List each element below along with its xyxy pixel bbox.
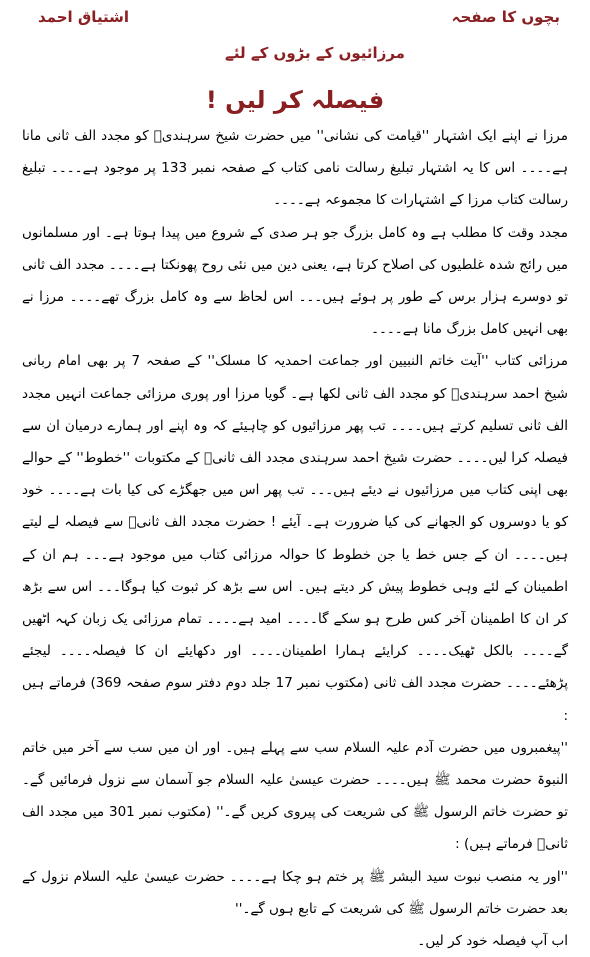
paragraph-1: مرزا نے اپنے ایک اشتہار ''قیامت کی نشانی'' میں حضرت شیخ سرہندیؒ کو مجدد الف ثانی مانا ہے۔۔۔۔ اس کا یہ اشتہار تبلیغ رسالت نامی کتاب کے صفحہ نمبر 133 پر موجود ہے۔۔۔۔ تبلیغ رسالت کتاب مرزا کے اشتہارات کا مجموعہ ہے۔۔۔۔	[22, 128, 568, 209]
article-subtitle: مرزائیوں کے بڑوں کے لئے	[225, 44, 405, 62]
article-title: فیصلہ کر لیں !	[205, 86, 385, 114]
paragraph-5: ''اور یہ منصب نبوت سید البشر ﷺ پر ختم ہو چکا ہے۔۔۔۔ حضرت عیسیٰ علیہ السلام نزول کے بعد حضرت خاتم الرسول ﷺ کی شریعت کے تابع ہوں گے۔''	[22, 868, 568, 917]
section-name: بچوں کا صفحہ	[451, 8, 560, 26]
paragraph-3: مرزائی کتاب ''آیت خاتم النبیین اور جماعت احمدیہ کا مسلک'' کے صفحہ 7 پر بھی امام ربانی شیخ احمد سرہندیؒ کو مجدد الف ثانی لکھا ہے۔ گویا مرزا اور پوری مرزائی جماعت انہیں مجدد الف ثانی تسلیم کرتے ہیں۔۔۔۔ تب پھر مرزائیوں کو چاہیئے کہ وہ اپنے اور ہمارے درمیان ان سے فیصلہ کرا لیں۔۔۔۔ حضرت شیخ احمد سرہندی مجدد الف ثانیؒ کے مکتوبات ''خطوط'' کے حوالے بھی اپنی کتاب میں مرزائیوں نے دیئے ہیں۔۔۔ تب پھر اس میں جھگڑے کی کیا بات ہے۔۔۔۔ خود کو یا دوسروں کو الجھانے کی کیا ضرورت ہے۔ آیئے ! حضرت مجدد الف ثانیؒ سے فیصلہ لے لیتے ہیں۔۔۔۔ ان کے جس خط یا جن خطوط کا حوالہ مرزائی کتاب میں موجود ہے۔۔۔ ہم ان کے اطمینان کے لئے وہی خطوط پیش کر دیتے ہیں۔ اس سے بڑھ کر ثبوت کیا ہوگا۔۔۔ اس سے بڑھ کر ان کا اطمینان آخر کس طرح ہو سکے گا۔۔۔۔ امید ہے۔۔۔۔ تمام مرزائی یک زبان کہہ اٹھیں گے۔۔۔۔ بالکل ٹھیک۔۔۔۔ کرایئے ہمارا اطمینان۔۔۔۔ اور دکھایئے ان کا فیصلہ۔۔۔۔ لیجئے پڑھئے۔۔۔۔ حضرت مجدد الف ثانی (مکتوب نمبر 17 جلد دوم دفتر سوم صفحہ 369) فرماتے ہیں :	[22, 353, 568, 724]
closing-line: اب آپ فیصلہ خود کر لیں۔	[417, 933, 568, 950]
article-body	[22, 120, 568, 957]
author-name: اشتیاق احمد	[38, 8, 130, 26]
paragraph-2: مجدد وقت کا مطلب ہے وہ کامل بزرگ جو ہر صدی کے شروع میں پیدا ہوتا ہے۔ اور مسلمانوں میں رائج شدہ غلطیوں کی اصلاح کرتا ہے، یعنی دین میں نئی روح پھونکتا ہے۔۔۔۔ مجدد الف ثانی تو دوسرے ہزار برس کے طور پر ہوئے ہیں۔۔۔ اس لحاظ سے وہ کامل بزرگ تھے۔۔۔۔ مرزا نے بھی انہیں کامل بزرگ مانا ہے۔۔۔۔	[22, 224, 568, 338]
paragraph-4: ''پیغمبروں میں حضرت آدم علیہ السلام سب سے پہلے ہیں۔ اور ان میں سب سے آخر میں خاتم النبوۃ حضرت محمد ﷺ ہیں۔۔۔۔ حضرت عیسیٰ علیہ السلام جو آسمان سے نزول فرمائیں گے۔ تو حضرت خاتم الرسول ﷺ کی شریعت کی پیروی کریں گے۔'' (مکتوب نمبر 301 میں مجدد الف ثانیؒ فرماتے ہیں) :	[22, 739, 568, 853]
